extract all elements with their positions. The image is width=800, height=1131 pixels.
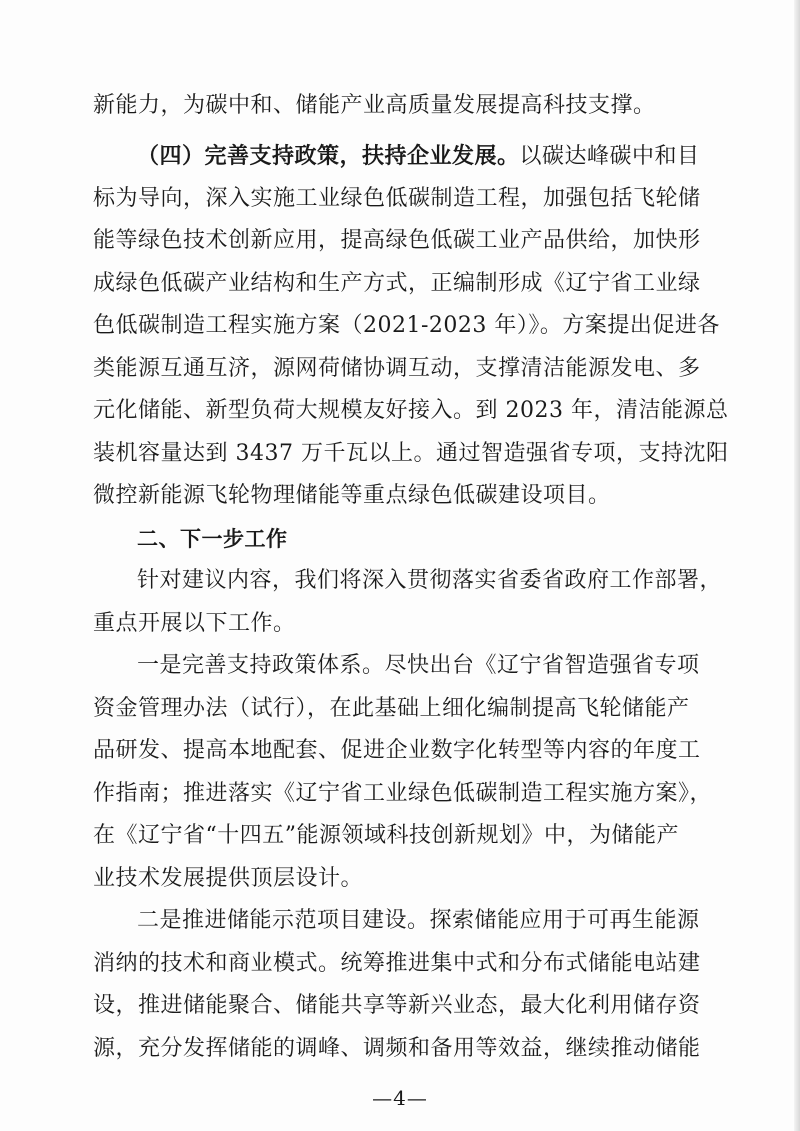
text-line: 品研发、提高本地配套、促进企业数字化转型等内容的年度工	[93, 738, 701, 763]
text-line: 消纳的技术和商业模式。统筹推进集中式和分布式储能电站建	[93, 951, 701, 976]
page-edge	[794, 0, 800, 1131]
text-line: 重点开展以下工作。	[93, 611, 296, 636]
text-line: 设，推进储能聚合、储能共享等新兴业态，最大化利用储存资	[93, 993, 701, 1018]
text-line: 资金管理办法（试行），在此基础上细化编制提高飞轮储能产	[93, 696, 690, 721]
text-line: 成绿色低碳产业结构和生产方式，正编制形成《辽宁省工业绿	[93, 271, 701, 296]
page-number: —4—	[372, 1086, 428, 1110]
text-line: 源，充分发挥储能的调峰、调频和备用等效益，继续推动储能	[93, 1036, 701, 1061]
bold-subheading: （四）完善支持政策，扶持企业发展。	[137, 143, 520, 169]
text-line: 作指南；推进落实《辽宁省工业绿色低碳制造工程实施方案》，	[93, 781, 713, 806]
text-line: 类能源互通互济，源网荷储协调互动，支撑清洁能源发电、多	[93, 356, 701, 381]
text-line: 二是推进储能示范项目建设。探索储能应用于可再生能源	[137, 908, 700, 933]
text-line: 能等绿色技术创新应用，提高绿色低碳工业产品供给，加快形	[93, 228, 701, 253]
text-line: 业技术发展提供顶层设计。	[93, 866, 364, 891]
text-line: 在《辽宁省“十四五”能源领域科技创新规划》中，为储能产	[93, 823, 679, 848]
text-line: 元化储能、新型负荷大规模友好接入。到 2023 年，清洁能源总	[93, 398, 729, 423]
text-line: 一是完善支持政策体系。尽快出台《辽宁省智造强省专项	[137, 653, 700, 678]
text-line: 针对建议内容，我们将深入贯彻落实省委省政府工作部署，	[137, 568, 723, 593]
text-line: 新能力，为碳中和、储能产业高质量发展提高科技支撑。	[93, 93, 656, 118]
section-heading-line	[137, 141, 700, 172]
text-line: 标为导向，深入实施工业绿色低碳制造工程，加强包括飞轮储	[93, 186, 701, 211]
text-line: 色低碳制造工程实施方案（2021-2023 年）》。方案提出促进各	[93, 313, 720, 338]
text-line: 以碳达峰碳中和目	[519, 144, 700, 169]
section-heading: 二、下一步工作	[137, 527, 288, 551]
text-line: 装机容量达到 3437 万千瓦以上。通过智造强省专项，支持沈阳	[93, 441, 729, 466]
text-line: 微控新能源飞轮物理储能等重点绿色低碳建设项目。	[93, 483, 611, 508]
